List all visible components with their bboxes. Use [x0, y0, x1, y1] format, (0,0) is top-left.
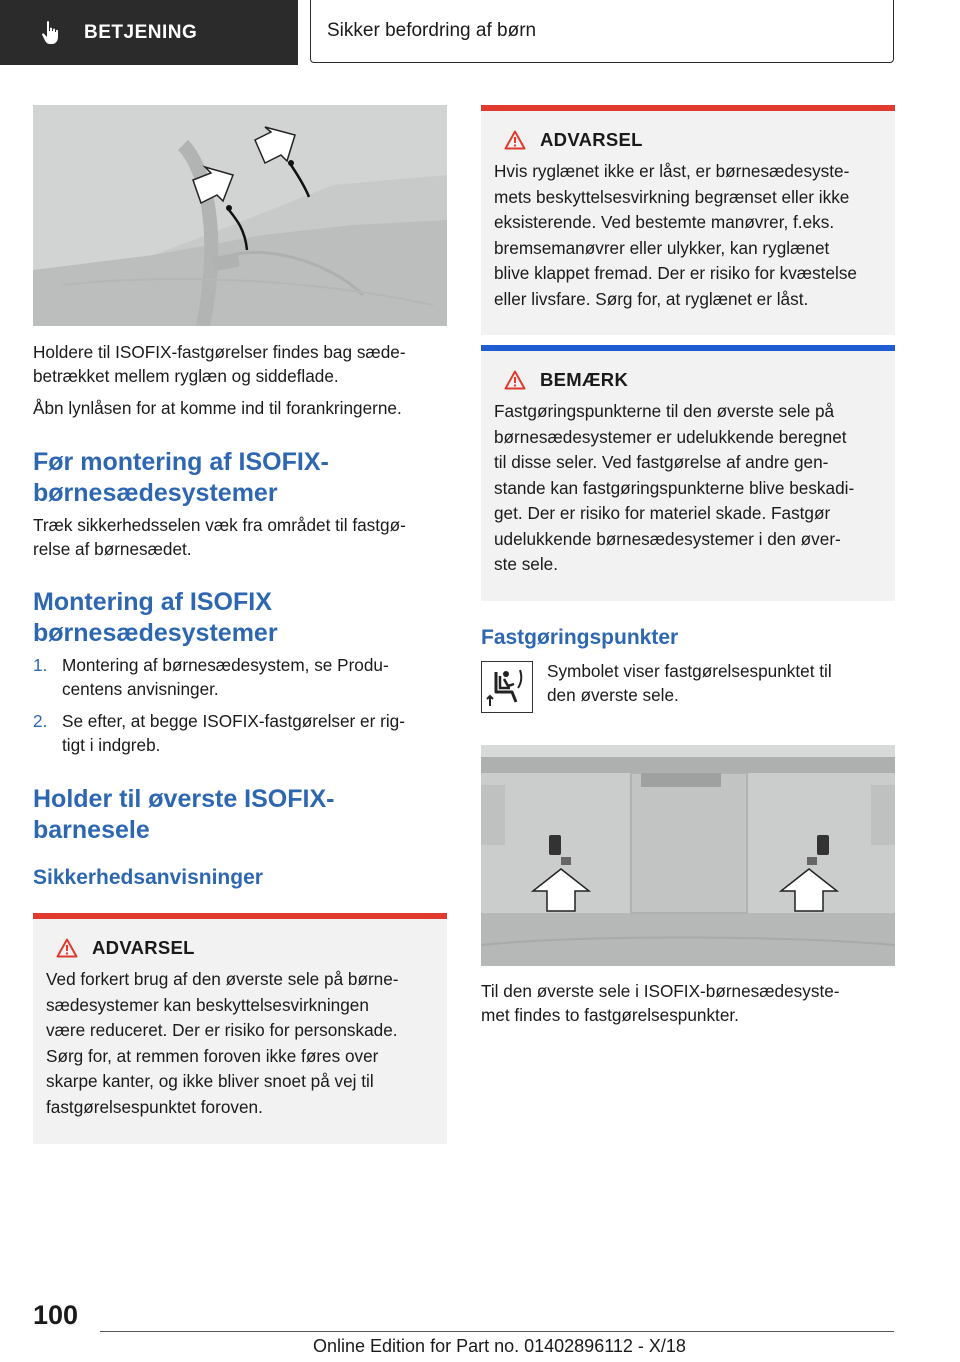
left-column: [33, 105, 447, 1144]
chapter-title: BETJENING: [84, 21, 198, 43]
paragraph-open-zipper: Åbn lynlåsen for at komme ind til forankringerne.: [33, 398, 402, 418]
warning-triangle-icon: [504, 130, 526, 150]
warning-box: [33, 913, 447, 1144]
heading-mounting: Montering af ISOFIX børnesædesystemer: [33, 588, 278, 647]
warning-title: ADVARSEL: [540, 129, 643, 150]
warning-box: [481, 105, 895, 335]
heading-before-mounting: Før montering af ISOFIX- børnesædesystemer: [33, 448, 329, 507]
section-title: Sikker befordring af børn: [327, 20, 537, 41]
symbol-row: [481, 659, 895, 713]
warning-text: Ved forkert brug af den øverste sele på børne- sædesystemer kan beskyttelsesvirkningen være reduceret. Der er risiko for personskade. Sørg for, at remmen foroven ikke føres over skarpe kanter, og ikke bliver snoet på vej til fastgørelsespunktet foroven.: [46, 969, 399, 1117]
child-seat-anchor-icon: [481, 661, 533, 713]
list-item: 1. Montering af børnesædesystem, se Produ- centens anvisninger.: [33, 655, 389, 699]
right-column: [481, 105, 895, 1027]
heading-top-tether-holder: Holder til øverste ISOFIX- barnesele: [33, 785, 335, 844]
note-text: Fastgøringspunkterne til den øverste sele på børnesædesystemer er udelukkende beregnet til disse seler. Ved fastgørelse af andre gen- stande kan fastgøringspunkterne blive beskadi- get. Der er risiko for materiel skade. Fastgør udelukkende børnesædesystemer i den øver- ste sele.: [494, 401, 855, 574]
warning-text: Hvis ryglænet ikke er låst, er børnesædesyste- mets beskyttelsesvirkning begrænset eller ikke eksisterende. Ved bestemte manøvrer, f.eks. bremsemanøvrer eller ulykker, kan ryglænet blive klappet fremad. Der er risiko for kvæstelse eller livsfare. Sørg for, at ryglænet er låst.: [494, 161, 857, 309]
paragraph-two-anchor-points: Til den øverste sele i ISOFIX-børnesædesyste- met findes to fastgørelsespunkter.: [481, 981, 840, 1025]
heading-anchor-points: Fastgøringspunkter: [481, 626, 679, 649]
paragraph-isofix-holders: Holdere til ISOFIX-fastgørelser findes bag sæde- betrækket mellem ryglæn og siddeflade.: [33, 342, 406, 386]
page-number: 100: [33, 1300, 79, 1330]
edition-info: Online Edition for Part no. 01402896112 - X/18: [313, 1336, 686, 1356]
mounting-steps: [33, 653, 447, 757]
rear-seat-isofix-photo: [33, 105, 447, 326]
paragraph-pull-belt: Træk sikkerhedsselen væk fra området til fastgø- relse af børnesædet.: [33, 515, 406, 559]
luggage-compartment-anchor-photo: [481, 745, 895, 966]
warning-triangle-icon: [56, 938, 78, 958]
heading-safety-notes: Sikkerhedsanvisninger: [33, 866, 263, 889]
warning-title: ADVARSEL: [92, 937, 195, 958]
footer-divider: [100, 1331, 894, 1332]
chapter-tab: [0, 0, 298, 65]
list-item: 2. Se efter, at begge ISOFIX-fastgørelser er rig- tigt i indgreb.: [33, 711, 405, 755]
note-box: [481, 345, 895, 601]
hand-pointer-icon: [40, 20, 62, 46]
note-triangle-icon: [504, 370, 526, 390]
note-title: BEMÆRK: [540, 369, 629, 390]
section-header: [310, 0, 894, 63]
symbol-description: Symbolet viser fastgørelsespunktet til den øverste sele.: [547, 661, 832, 705]
